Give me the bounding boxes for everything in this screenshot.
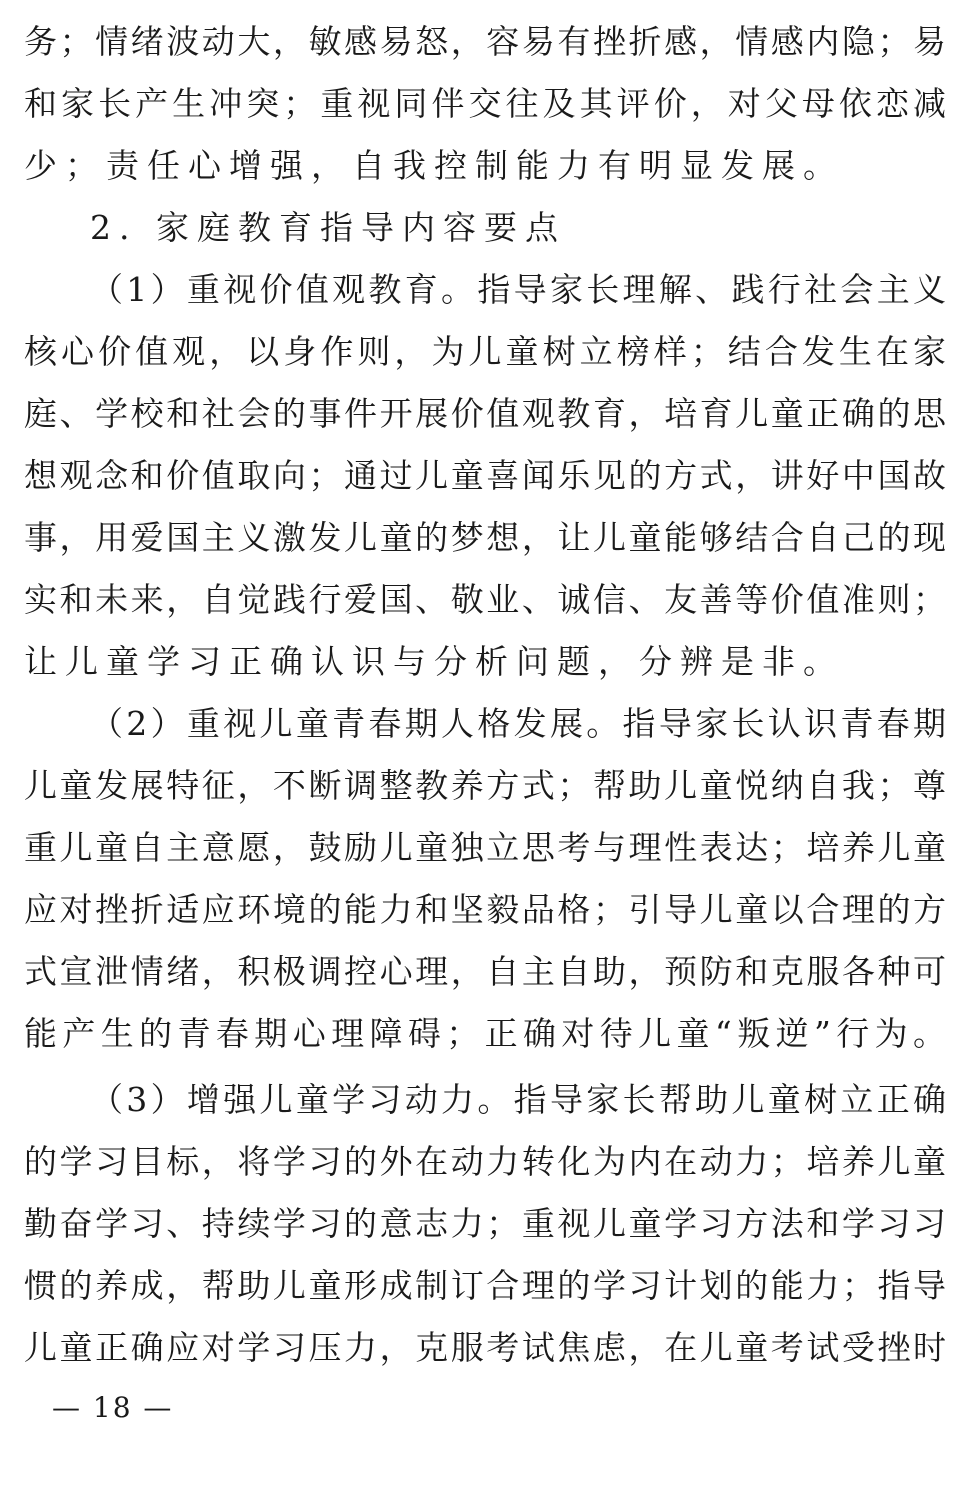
page-number: — 18 —: [52, 1391, 174, 1424]
paragraph-2-line-1: （2）重视儿童青春期人格发展。指导家长认识青春期: [90, 704, 946, 743]
paragraph-2-line-5: 式宣泄情绪，积极调控心理，自主自助，预防和克服各种可: [24, 952, 946, 991]
paragraph-3-line-4: 惯的养成，帮助儿童形成制订合理的学习计划的能力；指导: [24, 1266, 946, 1305]
paragraph-3-line-3: 勤奋学习、持续学习的意志力；重视儿童学习方法和学习习: [24, 1204, 946, 1243]
paragraph-1-line-2: 核心价值观，以身作则，为儿童树立榜样；结合发生在家: [24, 332, 946, 371]
paragraph-1-line-6: 实和未来，自觉践行爱国、敬业、诚信、友善等价值准则；: [24, 580, 946, 619]
paragraph-3-line-1: （3）增强儿童学习动力。指导家长帮助儿童树立正确: [90, 1080, 946, 1119]
paragraph-1-line-7: 让儿童学习正确认识与分析问题，分辨是非。: [24, 642, 844, 681]
text-line-2: 和家长产生冲突；重视同伴交往及其评价，对父母依恋减: [24, 84, 946, 123]
paragraph-1-line-1: （1）重视价值观教育。指导家长理解、践行社会主义: [90, 270, 946, 309]
paragraph-3-line-5: 儿童正确应对学习压力，克服考试焦虑，在儿童考试受挫时: [24, 1328, 946, 1367]
paragraph-2-line-4: 应对挫折适应环境的能力和坚毅品格；引导儿童以合理的方: [24, 890, 946, 929]
text-line-1: 务；情绪波动大，敏感易怒，容易有挫折感，情感内隐；易: [24, 22, 946, 61]
paragraph-1-line-4: 想观念和价值取向；通过儿童喜闻乐见的方式，讲好中国故: [24, 456, 946, 495]
text-line-3: 少；责任心增强，自我控制能力有明显发展。: [24, 146, 844, 185]
paragraph-3-line-2: 的学习目标，将学习的外在动力转化为内在动力；培养儿童: [24, 1142, 946, 1181]
section-heading: 2. 家庭教育指导内容要点: [90, 208, 566, 247]
paragraph-2-line-6: 能产生的青春期心理障碍；正确对待儿童“叛逆”行为。: [24, 1014, 946, 1053]
paragraph-1-line-5: 事，用爱国主义激发儿童的梦想，让儿童能够结合自己的现: [24, 518, 946, 557]
paragraph-2-line-3: 重儿童自主意愿，鼓励儿童独立思考与理性表达；培养儿童: [24, 828, 946, 867]
paragraph-1-line-3: 庭、学校和社会的事件开展价值观教育，培育儿童正确的思: [24, 394, 946, 433]
paragraph-2-line-2: 儿童发展特征，不断调整教养方式；帮助儿童悦纳自我；尊: [24, 766, 946, 805]
